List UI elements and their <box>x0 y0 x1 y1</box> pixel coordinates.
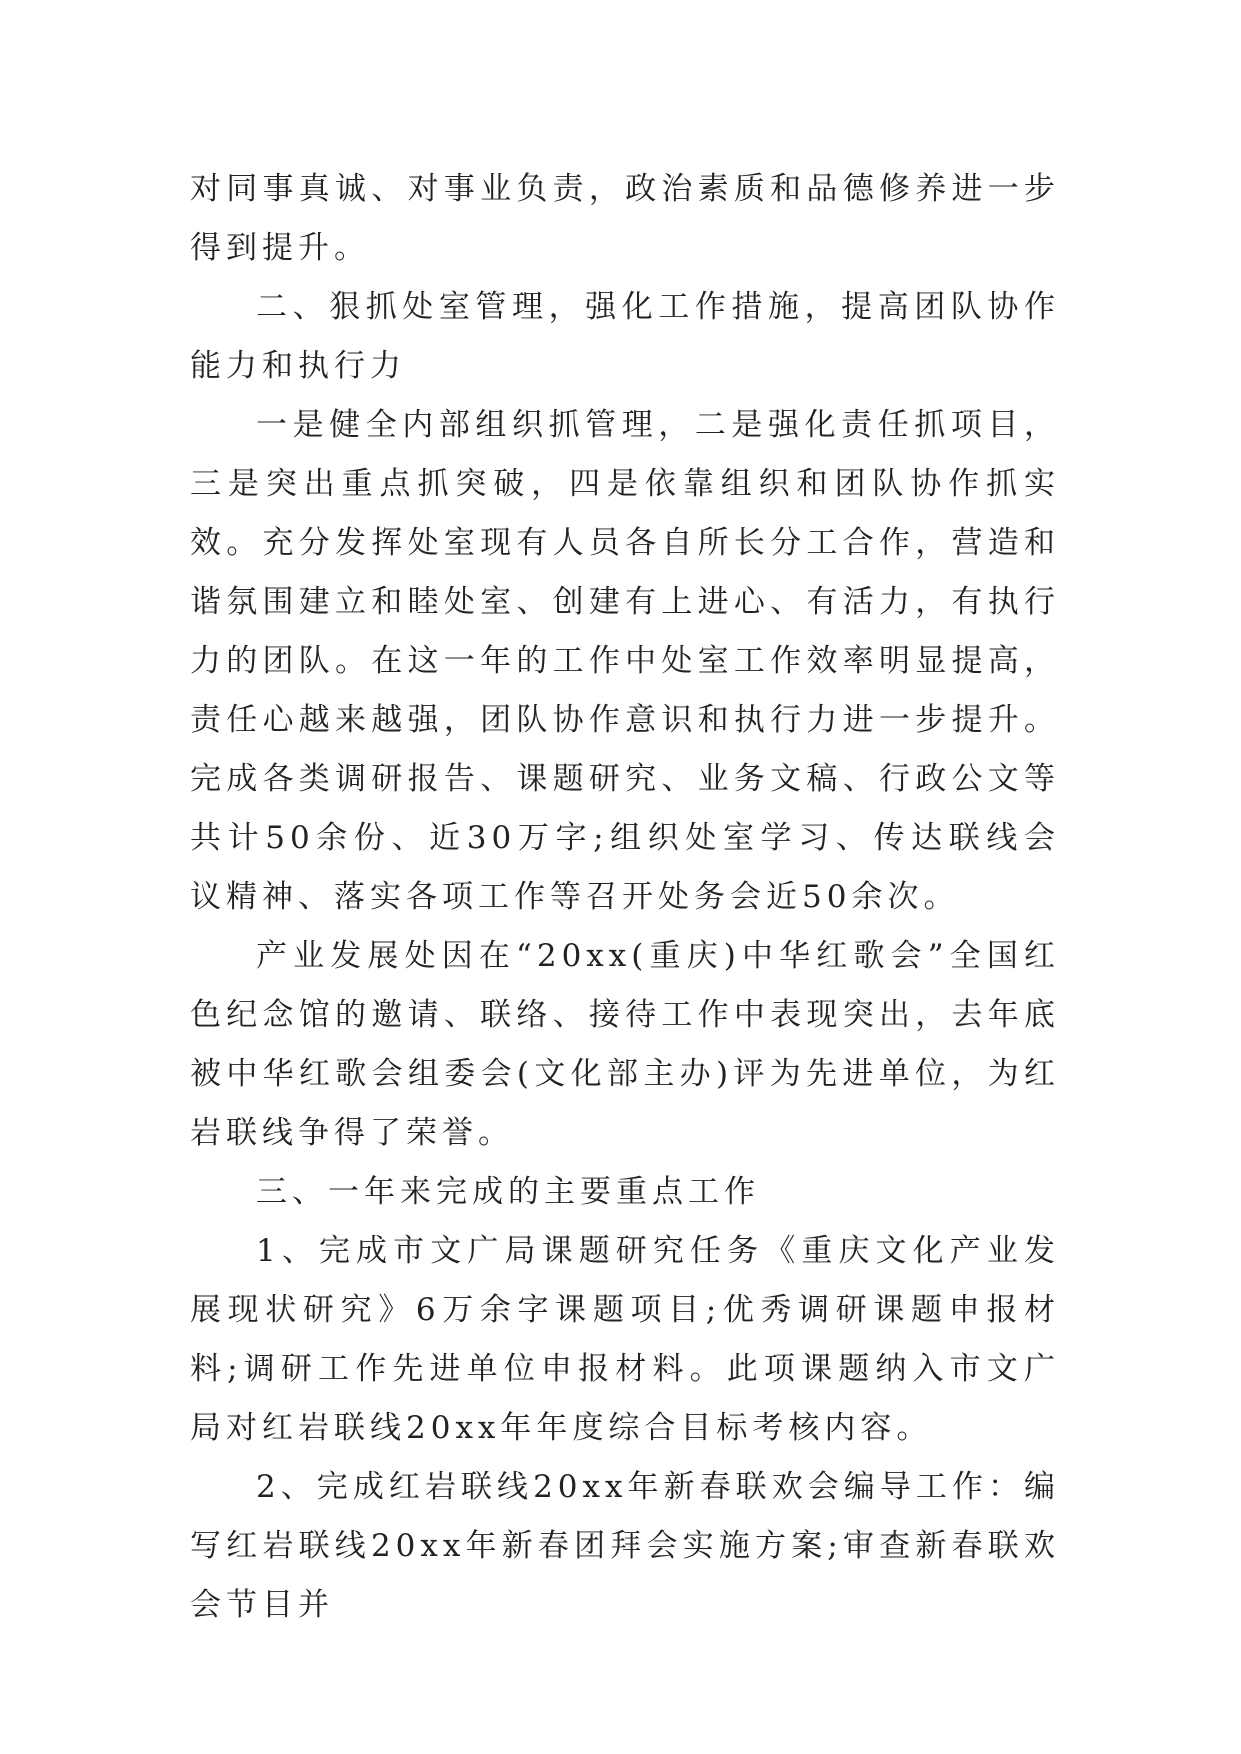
paragraph-management: 一是健全内部组织抓管理，二是强化责任抓项目，三是突出重点抓突破，四是依靠组织和团队协作抓实效。充分发挥处室现有人员各自所长分工合作，营造和谐氛围建立和睦处室、创建有上进心、有活力，有执行力的团队。在这一年的工作中处室工作效率明显提高，责任心越来越强，团队协作意识和执行力进一步提升。完成各类调研报告、课题研究、业务文稿、行政公文等共计50余份、近30万字;组织处室学习、传达联线会议精神、落实各项工作等召开处务会近50余次。 <box>190 407 1060 915</box>
document-body <box>190 160 1060 1635</box>
paragraph-1: 对同事真诚、对事业负责，政治素质和品德修养进一步得到提升。 <box>190 171 1060 266</box>
paragraph-honor: 产业发展处因在“20xx(重庆)中华红歌会”全国红色纪念馆的邀请、联络、接待工作中表现突出，去年底被中华红歌会组委会(文化部主办)评为先进单位，为红岩联线争得了荣誉。 <box>190 938 1060 1151</box>
list-item-2: 2、完成红岩联线20xx年新春联欢会编导工作：编写红岩联线20xx年新春团拜会实施方案;审查新春联欢会节目并 <box>190 1469 1060 1623</box>
section-heading-3: 三、一年来完成的主要重点工作 <box>256 1174 760 1210</box>
section-heading-2: 二、狠抓处室管理，强化工作措施，提高团队协作能力和执行力 <box>190 289 1060 384</box>
list-item-1: 1、完成市文广局课题研究任务《重庆文化产业发展现状研究》6万余字课题项目;优秀调研课题申报材料;调研工作先进单位申报材料。此项课题纳入市文广局对红岩联线20xx年年度综合目标考核内容。 <box>190 1233 1060 1446</box>
